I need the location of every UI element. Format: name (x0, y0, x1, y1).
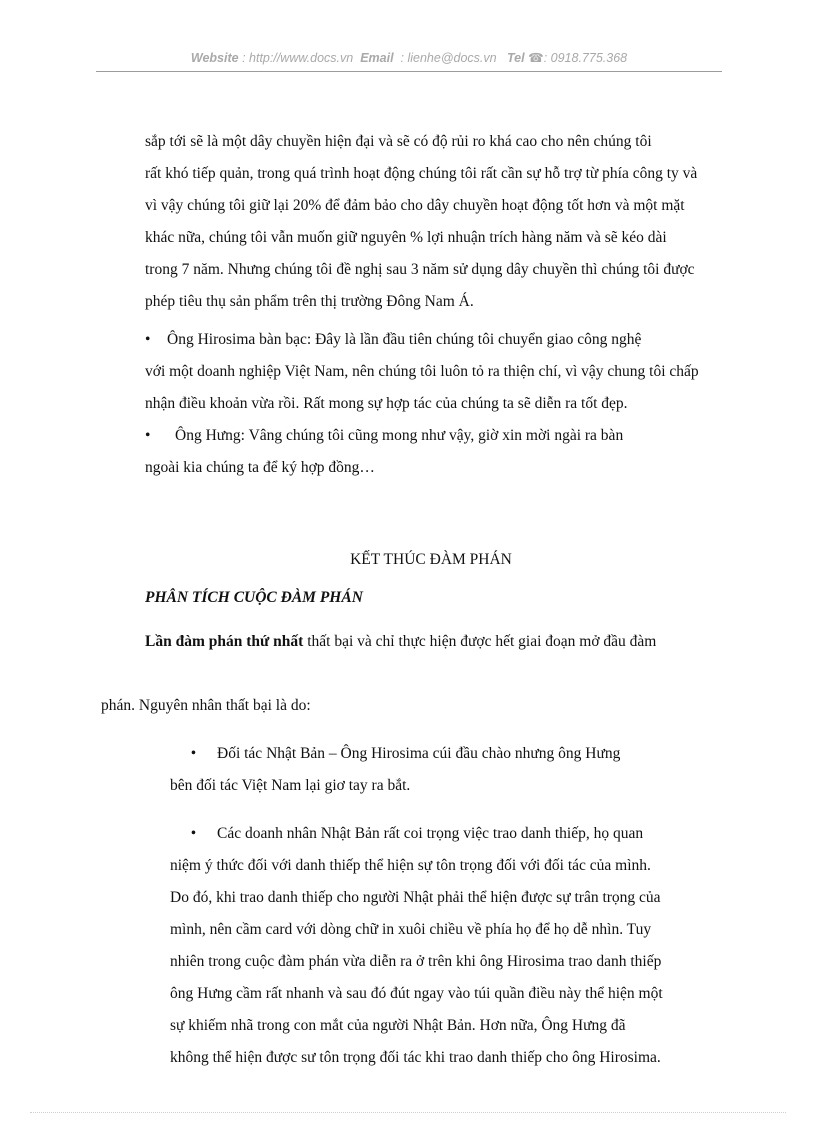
sub2-line: ông Hưng cầm rất nhanh và sau đó đút ngay vào túi quần điều này thể hiện một (170, 985, 663, 1002)
email-value[interactable]: : lienhe@docs.vn (400, 51, 497, 65)
bullet-2 (145, 420, 717, 484)
para1-line: sắp tới sẽ là một dây chuyền hiện đại và sẽ có độ rủi ro khá cao cho nên chúng tôi (145, 133, 652, 150)
sub2-line: Do đó, khi trao danh thiếp cho người Nhật phải thể hiện được sự trân trọng của (170, 889, 661, 906)
document-body (101, 126, 717, 1074)
bullet-1 (145, 324, 717, 420)
lead-line-2-text: phán. Nguyên nhân thất bại là do: (101, 697, 311, 714)
email-label: Email (360, 51, 394, 65)
bullet1-line: với một doanh nghiệp Việt Nam, nên chúng tôi luôn tỏ ra thiện chí, vì vậy chung tôi chấp (145, 363, 699, 380)
tel-value: : 0918.775.368 (543, 51, 628, 65)
sub-bullet-1 (170, 738, 717, 802)
bullet-marker: • (145, 427, 151, 444)
lead-bold: Lần đàm phán thứ nhất (145, 633, 304, 650)
sub2-line: mình, nên cầm card với dòng chữ in xuôi chiều về phía họ để họ dễ nhìn. Tuy (170, 921, 652, 938)
para1-line: phép tiêu thụ sản phẩm trên thị trường Đông Nam Á. (145, 293, 474, 310)
para1-line: khác nữa, chúng tôi vẫn muốn giữ nguyên % lợi nhuận trích hàng năm và sẽ kéo dài (145, 229, 667, 246)
sub2-line: Các doanh nhân Nhật Bản rất coi trọng việc trao danh thiếp, họ quan (217, 825, 644, 842)
sub2-line: sự khiếm nhã trong con mắt của người Nhật Bản. Hơn nữa, Ông Hưng đã (170, 1017, 626, 1034)
tel-label: Tel (507, 51, 525, 65)
para1-line: rất khó tiếp quản, trong quá trình hoạt động chúng tôi rất cần sự hỗ trợ từ phía công ty và (145, 165, 698, 182)
analysis-heading: PHÂN TÍCH CUỘC ĐÀM PHÁN (145, 589, 363, 606)
website-value[interactable]: : http://www.docs.vn (242, 51, 354, 65)
bullet2-line: ngoài kia chúng ta để ký hợp đồng… (145, 459, 375, 476)
sub2-line: niệm ý thức đối với danh thiếp thể hiện sự tôn trọng đối với đối tác của mình. (170, 857, 651, 874)
page-header (96, 50, 722, 65)
sub1-line: Đối tác Nhật Bản – Ông Hirosima cúi đầu chào nhưng ông Hưng (217, 745, 621, 762)
para1-line: vì vậy chúng tôi giữ lại 20% để đảm bảo cho dây chuyền hoạt động tốt hơn và một mặt (145, 197, 685, 214)
bullet-marker: • (145, 331, 151, 348)
bullet1-line: Ông Hirosima bàn bạc: Đây là lần đầu tiên chúng tôi chuyển giao công nghệ (167, 331, 642, 348)
end-heading: KẾT THÚC ĐÀM PHÁN (350, 551, 512, 568)
header-divider (96, 71, 722, 72)
sub-bullet-marker: • (190, 745, 197, 762)
paragraph-1 (145, 126, 717, 318)
bullet1-line: nhận điều khoản vừa rồi. Rất mong sự hợp tác của chúng ta sẽ diễn ra tốt đẹp. (145, 395, 628, 412)
page-bottom-border (30, 1112, 786, 1113)
lead-paragraph (145, 626, 717, 690)
website-label: Website (190, 51, 239, 65)
lead-rest: thất bại và chỉ thực hiện được hết giai đoạn mở đầu đàm (307, 633, 657, 650)
sub2-line: nhiên trong cuộc đàm phán vừa diễn ra ở trên khi ông Hirosima trao danh thiếp (170, 953, 662, 970)
sub1-line: bên đối tác Việt Nam lại giơ tay ra bắt. (170, 777, 411, 794)
para1-line: trong 7 năm. Nhưng chúng tôi đề nghị sau 3 năm sử dụng dây chuyền thì chúng tôi được (145, 261, 695, 278)
sub-bullet-2 (170, 818, 717, 1074)
sub-bullet-marker: • (190, 825, 197, 842)
bullet2-line: Ông Hưng: Vâng chúng tôi cũng mong như vậy, giờ xin mời ngài ra bàn (175, 427, 624, 444)
sub2-line: không thể hiện được sư tôn trọng đối tác khi trao danh thiếp cho ông Hirosima. (170, 1049, 661, 1066)
lead-line-2 (101, 690, 717, 722)
phone-icon: ☎ (528, 51, 544, 65)
